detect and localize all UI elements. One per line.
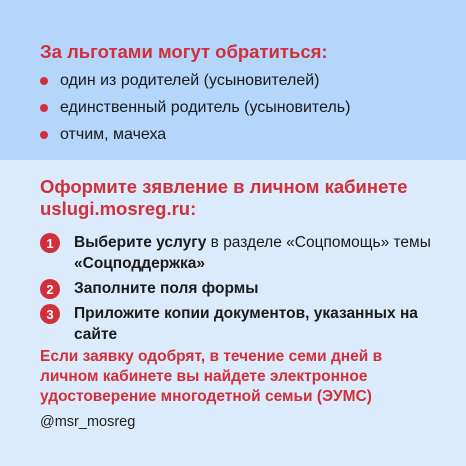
bullet-dot-icon (40, 104, 48, 112)
social-handle: @msr_mosreg (40, 414, 136, 430)
step-text-bold: «Соцподдержка» (74, 255, 205, 272)
list-item-text: единственный родитель (усыновитель) (60, 98, 351, 116)
step-text: Приложите копии документов, указанных на сайте (74, 305, 418, 343)
step-number-badge: 1 (40, 233, 60, 253)
approval-note: Если заявку одобрят, в течение семи дней в личном кабинете вы найдете электронное удостоверение многодетной семьи (ЭУМС) (40, 348, 383, 405)
step-text (74, 232, 450, 274)
list-item (40, 121, 350, 148)
step-number-badge: 3 (40, 304, 60, 324)
step-item (40, 278, 450, 299)
eligibility-list (40, 67, 350, 148)
step-item (40, 232, 450, 274)
step-text-bold: Выберите услугу (74, 234, 207, 251)
eligibility-title: За льготами могут обратиться: (40, 41, 328, 62)
step-number-badge: 2 (40, 279, 60, 299)
step-text-normal: в разделе «Соцпомощь» темы (206, 234, 431, 251)
bullet-dot-icon (40, 77, 48, 85)
steps-list (40, 232, 450, 349)
application-title: Оформите зявление в личном кабинете uslugi.mosreg.ru: (40, 176, 408, 219)
step-text: Заполните поля формы (74, 280, 259, 297)
step-item (40, 303, 450, 345)
list-item (40, 67, 350, 94)
bullet-dot-icon (40, 131, 48, 139)
list-item (40, 94, 350, 121)
list-item-text: один из родителей (усыновителей) (60, 71, 320, 89)
list-item-text: отчим, мачеха (60, 125, 167, 143)
